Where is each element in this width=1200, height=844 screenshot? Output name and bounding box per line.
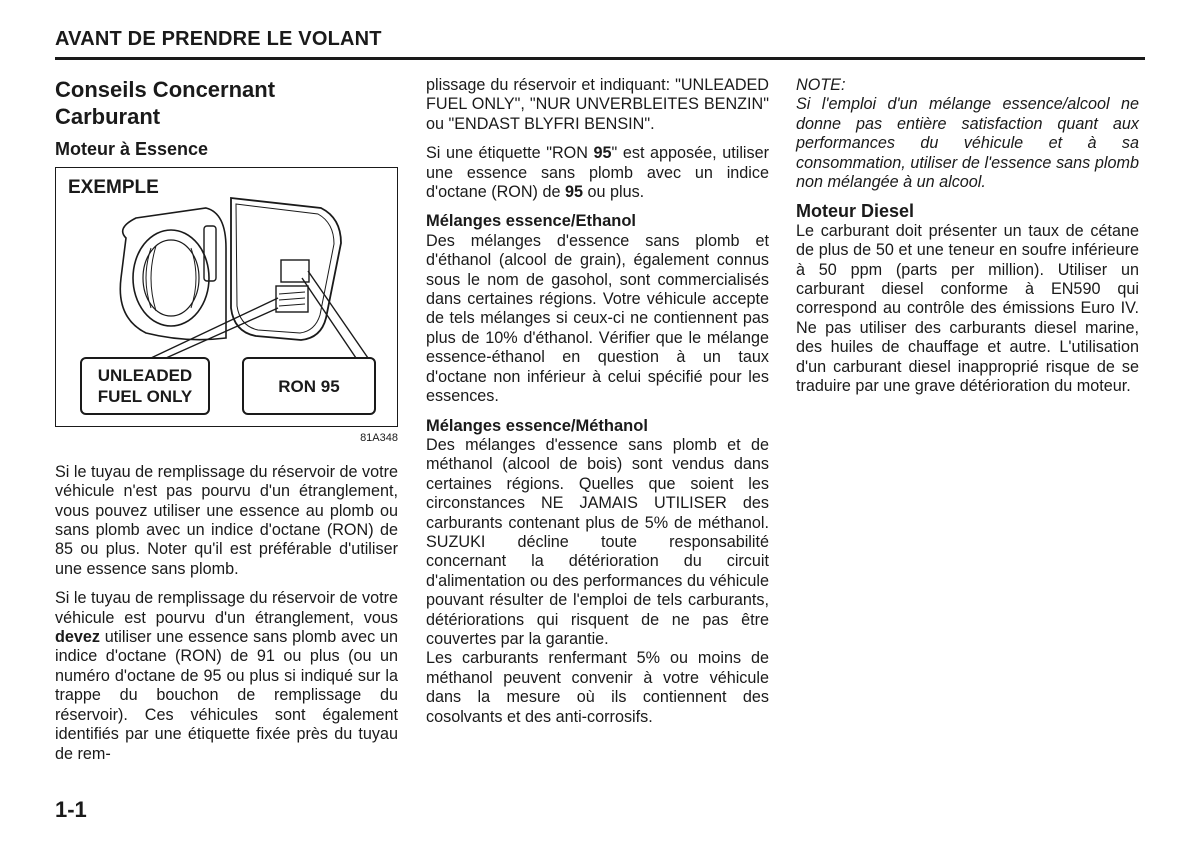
note-label: NOTE:: [796, 76, 846, 94]
column-1: [55, 76, 398, 774]
paragraph: plissage du réservoir et indiquant: "UNLEADED FUEL ONLY", "NUR UNVERBLEITES BENZIN" ou "ENDAST BLYFRI BENSIN".: [426, 76, 769, 133]
header-rule: [55, 57, 1145, 60]
page-number: 1-1: [55, 797, 87, 822]
figure-example-label: EXEMPLE: [68, 177, 159, 199]
subhead-diesel: Moteur Diesel: [796, 201, 915, 222]
subhead-ethanol: Mélanges essence/Ethanol: [426, 212, 636, 231]
subtitle-gasoline-engine: Moteur à Essence: [55, 139, 209, 159]
paragraph: Si le tuyau de remplissage du réservoir de votre véhicule est pourvu d'un étranglement, vous devez utiliser une essence sans plomb avec un indice d'octane (RON) de 91 ou plus (ou un numéro d'octane de 95 ou plus si indiqué sur la trappe du bouchon de remplissage du réservoir). Ces véhicules sont également identifiés par une étiquette fixée près du tuyau de rem-: [55, 589, 398, 763]
section-title: Conseils Concernant Carburant: [55, 77, 276, 129]
paragraph: Les carburants renfermant 5% ou moins de méthanol peuvent convenir à votre véhicule dans la mesure où ils contiennent des cosolvants et des anti-corrosifs.: [426, 649, 769, 726]
callout-ron-95: RON 95: [242, 357, 376, 415]
paragraph: Le carburant doit présenter un taux de cétane de plus de 50 et une teneur en soufre inférieure à 50 ppm (parts per million). Utiliser un carburant diesel conforme à EN590 qui correspond au contrôle des émissions Euro IV. Ne pas utiliser des carburants diesel marine, des huiles de chauffage et autre. L'utilisation d'un carburant diesel inapproprié risque de se traduire par une grave détérioration du moteur.: [796, 221, 1139, 396]
subhead-methanol: Mélanges essence/Méthanol: [426, 416, 648, 435]
paragraph: Si une étiquette "RON 95" est apposée, utiliser une essence sans plomb avec un indice d'octane (RON) de 95 ou plus.: [426, 144, 769, 202]
paragraph: Des mélanges d'essence sans plomb et d'éthanol (alcool de grain), également connus sous le nom de gasohol, sont commercialisés dans certaines régions. Votre véhicule accepte de tels mélanges si ceux-ci ne contiennent pas plus de 10% d'éthanol. Vérifier que le mélange essence-éthanol en question à un taux d'octane non inférieur à celui spécifié pour les essences.: [426, 231, 769, 406]
note-body: Si l'emploi d'un mélange essence/alcool ne donne pas entière satisfaction quant aux performances du véhicule et à sa consommation, utiliser de l'essence sans plomb non mélangée à un alcool.: [796, 95, 1139, 192]
running-header: AVANT DE PRENDRE LE VOLANT: [55, 28, 382, 50]
paragraph: Des mélanges d'essence sans plomb et de méthanol (alcool de bois) sont vendus dans certaines régions. Quelles que soient les circonstances NE JAMAIS UTILISER des carburants contenant plus de 5% de méthanol. SUZUKI décline toute responsabilité concernant la détérioration du circuit d'alimentation ou des performances du véhicule pouvant résulter de l'emploi de tels carburants, détériorations qui risquent de ne pas être couvertes par la garantie.: [426, 435, 769, 648]
column-2: [426, 76, 769, 737]
fuel-door-figure: [55, 167, 398, 427]
paragraph: Si le tuyau de remplissage du réservoir de votre véhicule n'est pas pourvu d'un étranglement, vous pouvez utiliser une essence au plomb ou sans plomb avec un indice d'octane (RON) de 85 ou plus. Noter qu'il est préférable d'utiliser une essence sans plomb.: [55, 462, 398, 578]
column-3: [796, 76, 1139, 407]
figure-code: 81A348: [360, 432, 398, 445]
callout-unleaded-fuel-only: UNLEADED FUEL ONLY: [80, 357, 210, 415]
